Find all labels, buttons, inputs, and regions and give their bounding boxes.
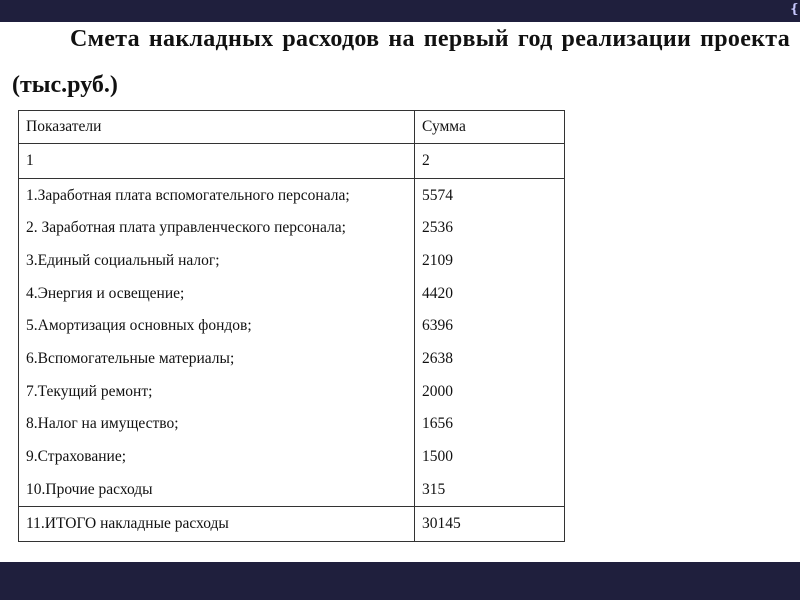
total-label: 11.ИТОГО накладные расходы: [19, 507, 415, 542]
row-value: 6396: [415, 310, 565, 343]
row-value: 5574: [415, 179, 565, 213]
table-row: [19, 245, 565, 278]
slide-title: Смета накладных расходов на первый год реализации проекта: [70, 26, 790, 52]
row-label: 7.Текущий ремонт;: [19, 375, 415, 408]
row-value: 2638: [415, 343, 565, 376]
table-row: [19, 179, 565, 213]
bracket-icon: ❴: [789, 2, 800, 17]
slide-title-units: (тыс.руб.): [12, 72, 118, 98]
row-value: 315: [415, 474, 565, 507]
table-row: [19, 277, 565, 310]
table-row: [19, 310, 565, 343]
table-row: [19, 441, 565, 474]
column-number-1: 1: [19, 144, 415, 179]
row-value: 1500: [415, 441, 565, 474]
overhead-table-container: [18, 110, 564, 542]
column-number-row: [19, 144, 565, 179]
total-value: 30145: [415, 507, 565, 542]
header-sum: Сумма: [415, 111, 565, 144]
row-value: 2109: [415, 245, 565, 278]
table-row: [19, 212, 565, 245]
row-value: 1656: [415, 408, 565, 441]
table-header-row: [19, 111, 565, 144]
row-label: 6.Вспомогательные материалы;: [19, 343, 415, 376]
row-label: 8.Налог на имущество;: [19, 408, 415, 441]
table-row: [19, 375, 565, 408]
row-value: 4420: [415, 277, 565, 310]
row-label: 2. Заработная плата управленческого персонала;: [19, 212, 415, 245]
row-label: 4.Энергия и освещение;: [19, 277, 415, 310]
bottom-decor-bar: [0, 562, 800, 600]
row-value: 2536: [415, 212, 565, 245]
row-label: 9.Страхование;: [19, 441, 415, 474]
top-decor-bar: [0, 0, 800, 22]
table-row: [19, 343, 565, 376]
row-label: 3.Единый социальный налог;: [19, 245, 415, 278]
table-row: [19, 408, 565, 441]
table-total-row: [19, 507, 565, 542]
overhead-costs-table: [18, 110, 565, 542]
table-row: [19, 474, 565, 507]
row-label: 1.Заработная плата вспомогательного персонала;: [19, 179, 415, 213]
row-label: 5.Амортизация основных фондов;: [19, 310, 415, 343]
column-number-2: 2: [415, 144, 565, 179]
header-indicators: Показатели: [19, 111, 415, 144]
row-value: 2000: [415, 375, 565, 408]
row-label: 10.Прочие расходы: [19, 474, 415, 507]
